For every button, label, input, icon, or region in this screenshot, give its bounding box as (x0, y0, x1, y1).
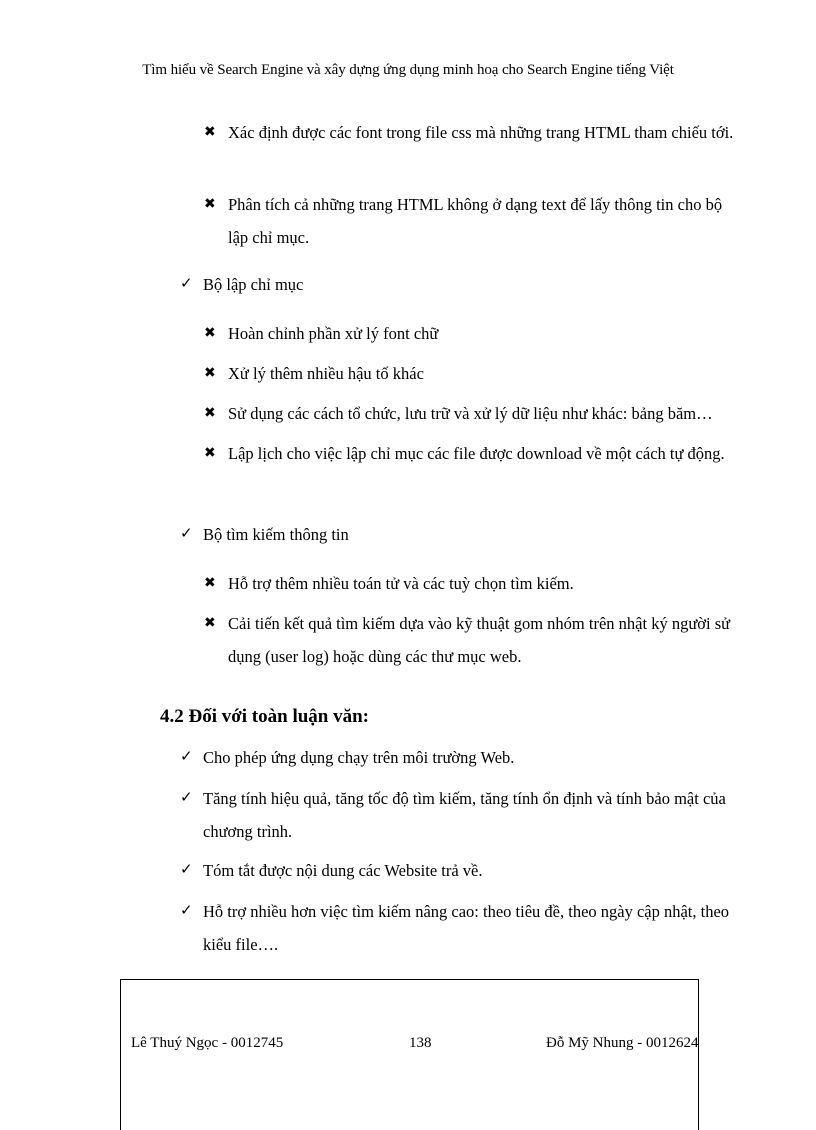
cross-bullet-icon: ✖ (204, 366, 216, 381)
list-item: Lập lịch cho việc lập chỉ mục các file được download về một cách tự động. (228, 444, 725, 463)
check-bullet-icon: ✓ (180, 862, 193, 878)
list-item: Tóm tắt được nội dung các Website trả về. (203, 861, 483, 880)
list-item: Cải tiến kết quả tìm kiếm dựa vào kỹ thuật gom nhóm trên nhật ký người sử dụng (user log) hoặc dùng các thư mục web. (228, 614, 731, 666)
list-item: Hỗ trợ nhiều hơn việc tìm kiếm nâng cao: theo tiêu đề, theo ngày cập nhật, theo kiểu file…. (203, 902, 730, 954)
cross-bullet-icon: ✖ (204, 406, 216, 421)
list-item: Xử lý thêm nhiều hậu tố khác (228, 364, 424, 383)
list-item: Hỗ trợ thêm nhiều toán tử và các tuỳ chọn tìm kiếm. (228, 574, 574, 593)
footer-author-right: Đỗ Mỹ Nhung - 0012624 (546, 1035, 699, 1051)
check-bullet-icon: ✓ (180, 903, 193, 919)
list-item: Sử dụng các cách tổ chức, lưu trữ và xử lý dữ liệu như khác: bảng băm… (228, 404, 713, 423)
check-bullet-icon: ✓ (180, 276, 193, 292)
list-item: Bộ lập chỉ mục (203, 275, 304, 294)
page-number: 138 (409, 1035, 432, 1051)
page-header: Tìm hiểu về Search Engine và xây dựng ứng dụng minh hoạ cho Search Engine tiếng Việt (142, 62, 674, 78)
cross-bullet-icon: ✖ (204, 576, 216, 591)
cross-bullet-icon: ✖ (204, 125, 216, 140)
footer-frame (120, 979, 699, 1130)
section-heading: 4.2 Đối với toàn luận văn: (160, 706, 369, 727)
check-bullet-icon: ✓ (180, 790, 193, 806)
check-bullet-icon: ✓ (180, 526, 193, 542)
list-item: Tăng tính hiệu quả, tăng tốc độ tìm kiếm, tăng tính ổn định và tính bảo mật của chương trình. (203, 789, 726, 841)
list-item: Cho phép ứng dụng chạy trên môi trường Web. (203, 748, 515, 767)
footer-author-left: Lê Thuý Ngọc - 0012745 (131, 1035, 284, 1051)
list-item: Xác định được các font trong file css mà những trang HTML tham chiếu tới. (228, 123, 734, 142)
cross-bullet-icon: ✖ (204, 616, 216, 631)
list-item: Hoàn chỉnh phần xử lý font chữ (228, 324, 439, 343)
list-item: Phân tích cả những trang HTML không ở dạng text để lấy thông tin cho bộ lập chỉ mục. (228, 195, 723, 247)
cross-bullet-icon: ✖ (204, 446, 216, 461)
check-bullet-icon: ✓ (180, 749, 193, 765)
cross-bullet-icon: ✖ (204, 197, 216, 212)
list-item: Bộ tìm kiếm thông tin (203, 525, 349, 544)
cross-bullet-icon: ✖ (204, 326, 216, 341)
